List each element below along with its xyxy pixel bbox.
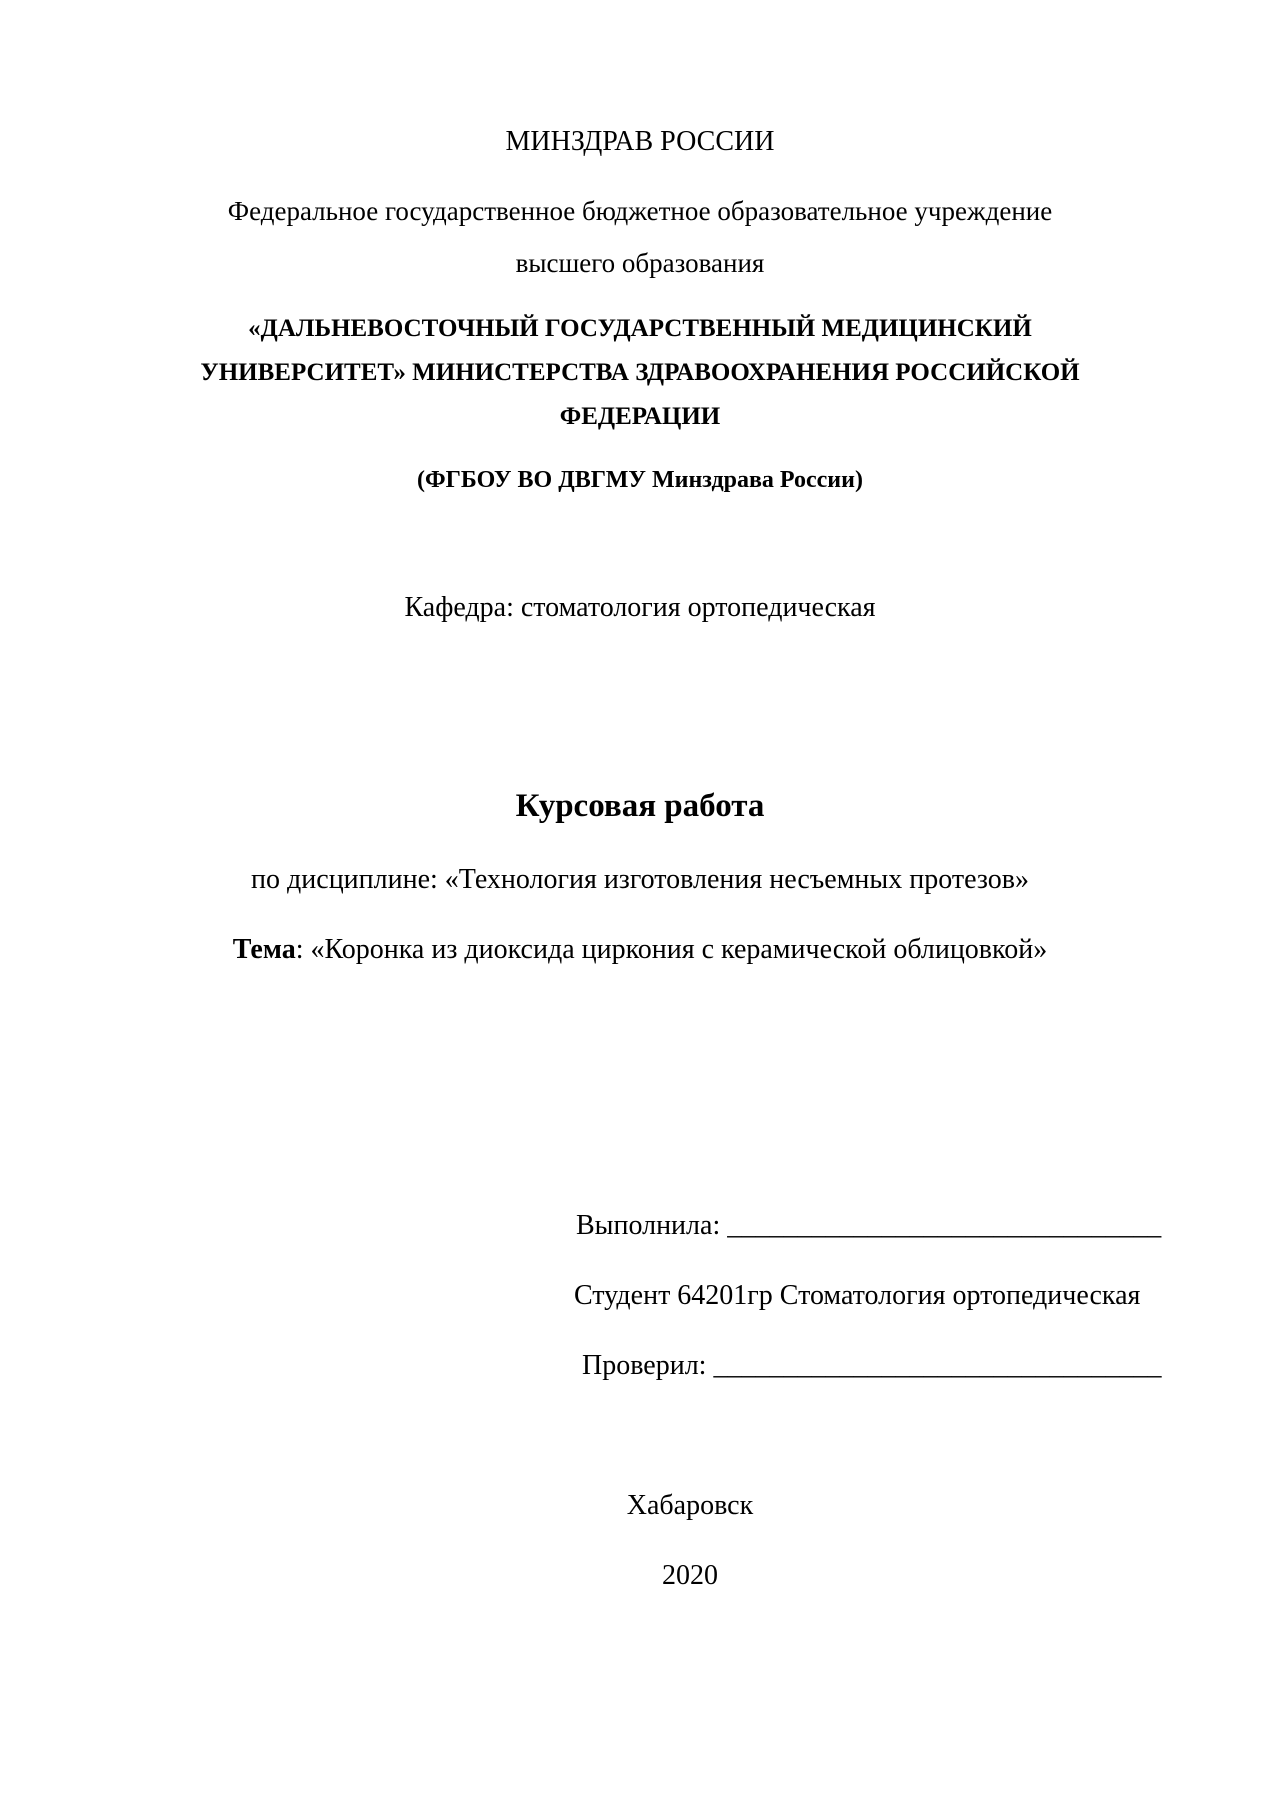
university-name-line-2: УНИВЕРСИТЕТ» МИНИСТЕРСТВА ЗДРАВООХРАНЕНИЯ РОССИЙСКОЙ <box>200 359 1080 386</box>
city-line: Хабаровск <box>626 1490 754 1521</box>
university-name-line-1: «ДАЛЬНЕВОСТОЧНЫЙ ГОСУДАРСТВЕННЫЙ МЕДИЦИНСКИЙ <box>248 315 1032 342</box>
year-line: 2020 <box>662 1560 718 1591</box>
ministry-heading: МИНЗДРАВ РОССИИ <box>505 126 775 157</box>
topic-text: : «Коронка из диоксида циркония с керамической облицовкой» <box>295 934 1048 965</box>
topic-line <box>0 936 1280 964</box>
institution-type-line-2: высшего образования <box>515 248 765 278</box>
checked-by-line: Проверил: ________________________________ <box>582 1350 1162 1381</box>
university-abbreviation: (ФГБОУ ВО ДВГМУ Минздрава России) <box>417 467 863 493</box>
department-line: Кафедра: стоматология ортопедическая <box>404 592 876 623</box>
student-line: Студент 64201гр Стоматология ортопедическая <box>574 1280 1141 1311</box>
topic-label: Тема <box>232 934 296 965</box>
performed-by-line: Выполнила: _______________________________ <box>576 1210 1162 1241</box>
institution-type-line-1: Федеральное государственное бюджетное образовательное учреждение <box>227 196 1053 226</box>
university-name-line-3: ФЕДЕРАЦИИ <box>559 403 721 430</box>
work-title: Курсовая работа <box>515 788 765 824</box>
discipline-line: по дисциплине: «Технология изготовления несъемных протезов» <box>251 864 1029 895</box>
